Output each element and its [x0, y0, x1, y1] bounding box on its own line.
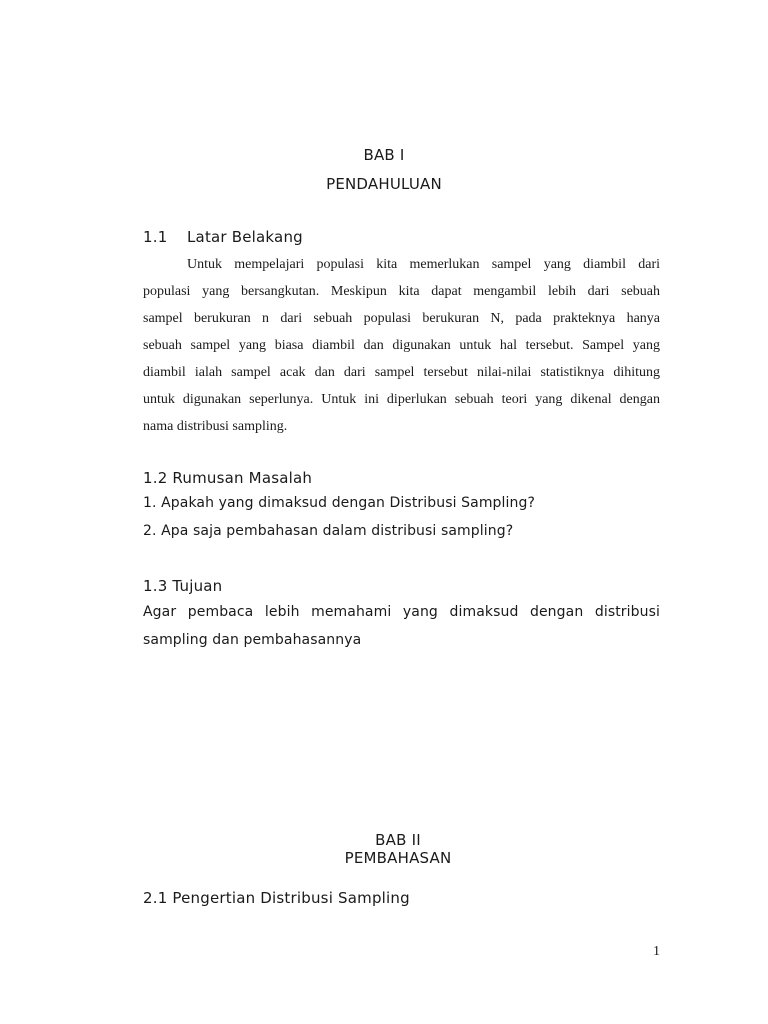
page-number: 1 [653, 944, 660, 959]
paragraph-line: diambil ialah sampel acak dan dari sampel tersebut nilai-nilai statistiknya dihitung [143, 365, 660, 380]
chapter-label: BAB I [363, 146, 405, 164]
section-number: 1.1 [143, 228, 168, 246]
section-title: Latar Belakang [187, 228, 303, 246]
section-heading-tujuan: 1.3 Tujuan [143, 577, 223, 595]
paragraph-line: populasi yang bersangkutan. Meskipun kita dapat mengambil lebih dari sebuah [143, 284, 660, 299]
paragraph-line: sampel berukuran n dari sebuah populasi berukuran N, pada prakteknya hanya [143, 311, 660, 326]
chapter-title: PEMBAHASAN [344, 849, 452, 867]
section-heading-pengertian: 2.1 Pengertian Distribusi Sampling [143, 889, 410, 907]
paragraph-line: nama distribusi sampling. [143, 419, 288, 434]
paragraph-line: untuk digunakan seperlunya. Untuk ini diperlukan sebuah teori yang dikenal dengan [143, 392, 660, 407]
list-item: 1. Apakah yang dimaksud dengan Distribusi Sampling? [143, 495, 536, 511]
paragraph-line: Untuk mempelajari populasi kita memerlukan sampel yang diambil dari [187, 257, 660, 272]
background-paragraph [143, 251, 660, 440]
paragraph-line: sampling dan pembahasannya [143, 632, 362, 648]
chapter-title: PENDAHULUAN [326, 175, 442, 193]
section-heading-latar-belakang [143, 228, 303, 246]
section-heading-rumusan-masalah: 1.2 Rumusan Masalah [143, 469, 313, 487]
paragraph-line: sebuah sampel yang biasa diambil dan digunakan untuk hal tersebut. Sampel yang [143, 338, 660, 353]
paragraph-line: Agar pembaca lebih memahami yang dimaksud dengan distribusi [143, 604, 660, 620]
chapter-label: BAB II [375, 831, 421, 849]
list-item: 2. Apa saja pembahasan dalam distribusi sampling? [143, 523, 514, 539]
